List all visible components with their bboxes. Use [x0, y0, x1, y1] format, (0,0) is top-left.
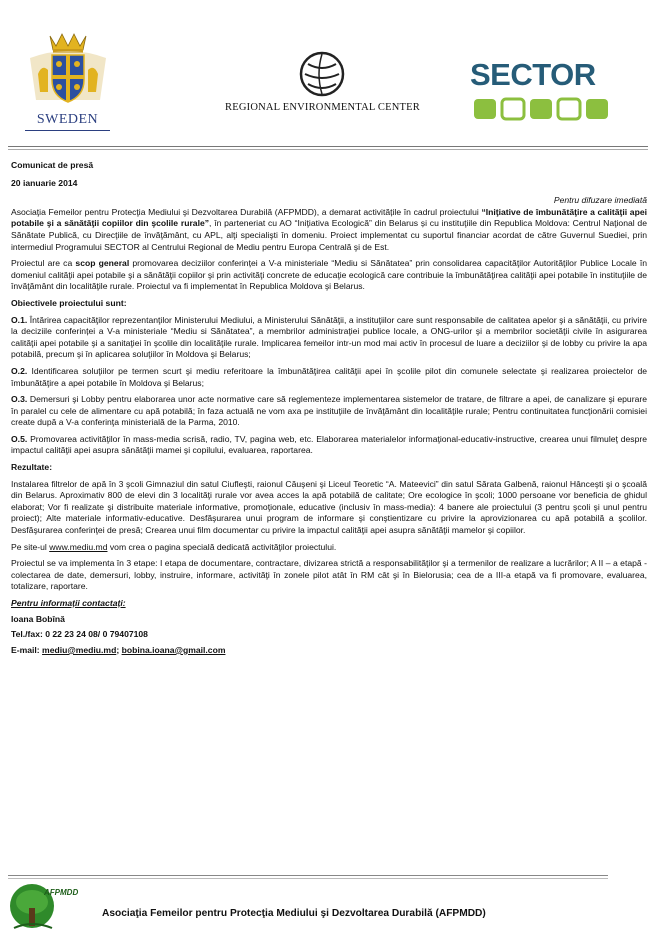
email-link-2[interactable]: bobina.ioana@gmail.com	[121, 644, 226, 655]
footer-organization-name: Asociaţia Femeilor pentru Protecţia Mediului şi Dezvoltarea Durabilă (AFPMDD)	[102, 908, 486, 919]
sector-blocks-icon	[472, 97, 612, 121]
sweden-logo	[20, 30, 115, 130]
objective-2: O.2. Identificarea soluţiilor pe termen scurt şi mediu referitoare la îmbunătăţirea calităţii apei în şcolile pilot din comunele selectate şi realizarea proiectelor de îmbunătăţire a apei potabile în Moldova şi Belarus;	[11, 365, 647, 388]
press-release-body	[11, 160, 647, 656]
email-link-1[interactable]: mediu@mediu.md	[42, 644, 117, 655]
afpmdd-logo	[8, 882, 98, 932]
paragraph-goal: Proiectul are ca scop general promovarea deciziilor conferinței a V-a ministeriale “Mediu si Sănătatea” prin consolidarea capacităţilor Autorităţilor Publice Locale în domeniul calităţii apei potabile şi a sănătăţii copiilor şi prin activităţi concrete de educaţie ecologică care contribuie la îmbunătăţirea calităţii apei potabile în instituţiile de învăţământ din localităţile rurale. Proiectul va fi implementat în Republica Moldova şi Belarus.	[11, 258, 647, 292]
contact-heading: Pentru informaţii contactaţi:	[11, 598, 126, 608]
objective-1: O.1. Întărirea capacităţilor reprezentanţilor Ministerului Mediului, a Ministerului Sănătăţii, a instituţiilor care sunt responsabile de calitatea apelor şi a sănătăţii, cu privire la deciziile conferinței a V-a ministeriale “Mediu si Sănătatea”, a membrilor administraţiei publice locale, a ONG-urilor şi a membrilor societăţii civile în asigurarea calităţii apei potabile şi a sanitaţiei în şcolile din localităţile rurale. Implicarea femeilor intr-un mod mai activ în procesul de luare a deciziilor şi de lobby cu privire la apa potabilă, precum şi în aplicarea soluţiilor în Moldova şi Belarus;	[11, 314, 647, 360]
paragraph-intro: Asociaţia Femeilor pentru Protecţia Mediului şi Dezvoltarea Durabilă (AFPMDD), a demarat activitățile în cadrul proiectului “Iniţiative de îmbunătăţire a calităţii apei potabile şi a sănătăţii copiilor din şcolile rurale”, în parteneriat cu AO “Iniţiativa Ecologică” din Belarus și cu instituţiile din Republica Moldova: Centrul Naţional de Sănătate Publică, cu Direcţiile de învăţământ, cu APL, alţi specialişti în domeniu. Proiect implementat cu suportul financiar acordat de către Guvernul Suediei, prin intermediul Programului SECTOR al Centrului Regional de Mediu pentru Europa Centrală şi de Est.	[11, 206, 647, 252]
header-divider	[8, 146, 648, 147]
footer-divider	[8, 875, 608, 876]
objective-3: O.3. Demersuri şi Lobby pentru elaborarea unor acte normative care să reglementeze implementarea sistemelor de tratare, de filtrare a apei, de canalizare şi epurare în paralel cu cele de alimentare cu apă potabilă; în faza actuală ne vom axa pe instituţiile de învăţământ din localităţile rurale; Pentru continuitatea funcţionării comisiei create după a V-a conferinţa ministerială de la Parma, 2010.	[11, 394, 647, 428]
website-link[interactable]: www.mediu.md	[49, 541, 108, 552]
results-heading: Rezultate:	[11, 462, 53, 473]
afpmdd-logo-label: AFPMDD	[44, 888, 79, 897]
contact-phone: Tel./fax: 0 22 23 24 08/ 0 79407108	[11, 629, 148, 640]
sweden-label: SWEDEN	[36, 112, 99, 127]
release-date: 20 ianuarie 2014	[11, 177, 78, 188]
objectives-heading: Obiectivele proiectului sunt:	[11, 297, 127, 308]
sector-logo	[470, 35, 620, 125]
header-divider-secondary	[8, 149, 648, 150]
goal-label: scop general	[75, 258, 130, 269]
rec-label: REGIONAL ENVIRONMENTAL CENTER	[225, 102, 420, 113]
website-paragraph: Pe site-ul www.mediu.md vom crea o pagina specială dedicată activităţilor proiectului.	[11, 541, 337, 552]
release-type: Comunicat de presă	[11, 160, 94, 170]
release-note: Pentru difuzare imediată	[553, 195, 647, 206]
contact-email: E-mail: mediu@mediu.md; bobina.ioana@gmail.com	[11, 644, 226, 655]
sector-label: SECTOR	[470, 57, 596, 92]
rec-globe-icon	[298, 50, 346, 98]
project-title: “Iniţiative de îmbunătăţire a calităţii apei potabile şi a sănătăţii copiilor din şcolile rurale”	[11, 206, 647, 229]
contact-name: Ioana Bobînă	[11, 613, 65, 624]
results-text: Instalarea filtrelor de apă în 3 şcoli Gimnaziul din satul Ciufleşti, raionul Căuşeni şi Liceul Teoretic “A. Mateevici” din satul Sărata Galbenă, raionul Hânceşti şi o şcoală din Belarus. Aproximativ 800 de elevi din 3 localităţi rurale vor avea acces la apă potabilă de calitate; Ore ecologice în şcoli; 1000 persoane vor beneficia de ghidul elaborat; Vor fi realizate şi distribuite materiale informative, promoţionale, educative (inclusiv în mass-media): 4 banere ale proiectului (3 pentru şcoli şi unul pentru proiect); Alte materiale informativ-educative. Desfăşurarea unui program de informare şi conştientizare cu privire la aprovizionarea cu apă potabilă a şcolilor. Desfăşurarea conferinţei de presă; Crearea unui film documentar cu privire la impactul calităţii apei asupra sănătăţii mamelor şi copiilor.	[11, 478, 647, 536]
objective-5: O.5. Promovarea activităţilor în mass-media scrisă, radio, TV, pagina web, etc. Elaborarea materialelor informaţional-educativ-instructive, crearea unui filmuleţ despre impactul calităţii apei asupra sănătăţii mamei şi copilului, evaluarea, raportarea.	[11, 433, 647, 456]
sweden-coat-of-arms-icon	[20, 30, 115, 112]
phases-paragraph: Proiectul se va implementa în 3 etape: I etapa de documentare, contractare, divizarea strictă a responsabilităţilor şi a termenilor de realizare a lucrărilor; A II – a etapă - colectarea de date, demersuri, lobby, instruire, informare, activităţi în zonele pilot atât în RM cât şi în Bielorusia; cea de a III-a etapă va fi promovare, evaluarea, totalizare, raportare.	[11, 558, 647, 592]
rec-logo	[225, 50, 420, 120]
footer-divider-secondary	[8, 878, 608, 879]
